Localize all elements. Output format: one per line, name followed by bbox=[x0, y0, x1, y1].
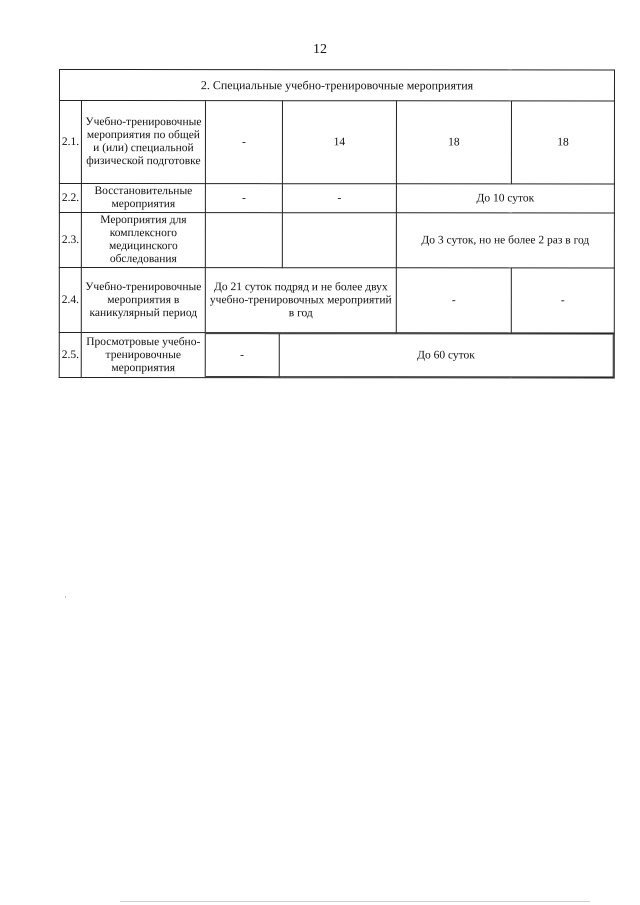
page-number: 12 bbox=[313, 42, 327, 57]
value-cell: - bbox=[282, 184, 396, 213]
value-cell: - bbox=[206, 334, 279, 377]
row-name: Просмотровые учебно-тренировочные мероприятия bbox=[81, 333, 205, 378]
row-5-inner-table bbox=[206, 333, 614, 377]
value-cell-merged: До 21 суток подряд и не более двух учебно-тренировочных мероприятий в год bbox=[205, 268, 396, 333]
value-cell: - bbox=[511, 268, 614, 333]
scan-speck bbox=[65, 596, 66, 598]
section-header-row bbox=[59, 70, 614, 101]
row-number: 2.1. bbox=[59, 101, 81, 184]
table-row bbox=[59, 333, 614, 378]
value-cell bbox=[205, 213, 282, 268]
value-cell: 18 bbox=[511, 101, 614, 184]
row-name: Мероприятия для комплексного медицинского обследования bbox=[81, 213, 205, 268]
row-5-values bbox=[205, 333, 614, 378]
row-number: 2.2. bbox=[59, 184, 81, 213]
scan-edge-line bbox=[120, 901, 590, 902]
value-cell: - bbox=[205, 101, 282, 184]
value-cell: - bbox=[205, 184, 282, 213]
table-row bbox=[59, 101, 614, 184]
row-name: Восстановительные мероприятия bbox=[81, 184, 205, 213]
value-cell: 18 bbox=[396, 101, 511, 184]
row-name: Учебно-тренировочные мероприятия в каникулярный период bbox=[81, 268, 205, 333]
value-cell bbox=[282, 213, 396, 268]
table-row bbox=[59, 213, 614, 268]
row-number: 2.5. bbox=[59, 333, 81, 378]
value-cell-merged: До 3 суток, но не более 2 раз в год bbox=[396, 213, 614, 268]
table-row bbox=[59, 184, 614, 213]
section-header: 2. Специальные учебно-тренировочные мероприятия bbox=[59, 70, 614, 101]
value-cell-merged: До 60 суток bbox=[279, 334, 614, 377]
training-events-table bbox=[59, 69, 615, 378]
row-number: 2.4. bbox=[59, 268, 81, 333]
value-cell-merged: До 10 суток bbox=[396, 184, 614, 213]
document-body bbox=[59, 69, 615, 378]
value-cell: - bbox=[396, 268, 511, 333]
table-row bbox=[59, 268, 614, 333]
row-name: Учебно-тренировочные мероприятия по общей и (или) специальной физической подготовке bbox=[81, 101, 205, 184]
row-number: 2.3. bbox=[59, 213, 81, 268]
value-cell: 14 bbox=[282, 101, 396, 184]
